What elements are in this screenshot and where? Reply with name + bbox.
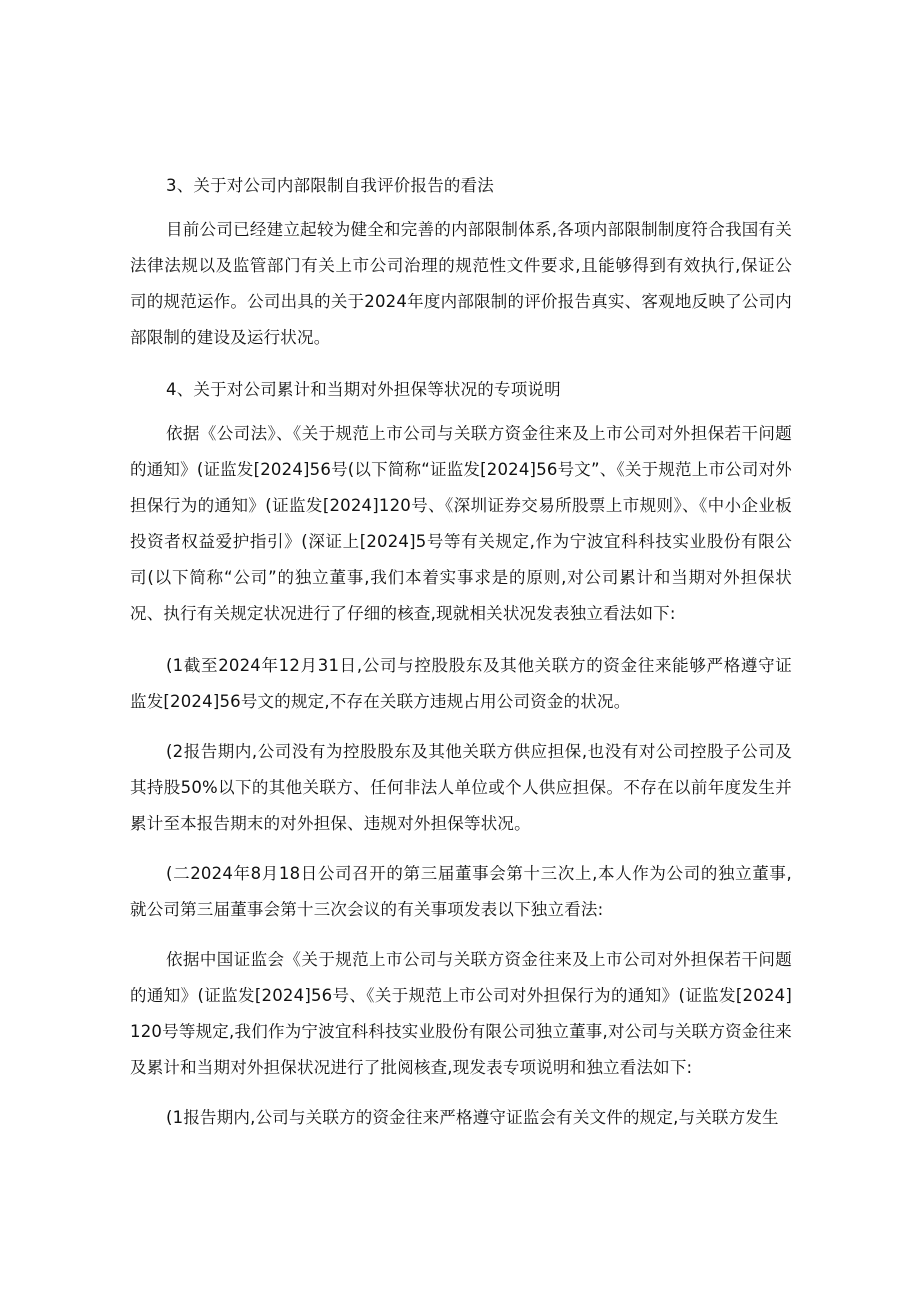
paragraph-board-meeting: (二2024年8月18日公司召开的第三届董事会第十三次上,本人作为公司的独立董事,就公司第三届董事会第十三次会议的有关事项发表以下独立看法:	[130, 864, 792, 919]
paragraph-internal-control: 目前公司已经建立起较为健全和完善的内部限制体系,各项内部限制制度符合我国有关法律法规以及监管部门有关上市公司治理的规范性文件要求,且能够得到有效执行,保证公司的规范运作。公司出具的关于2024年度内部限制的评价报告真实、客观地反映了公司内部限制的建设及运行状况。	[130, 220, 792, 347]
paragraph-related-party-funds: (1报告期内,公司与关联方的资金往来严格遵守证监会有关文件的规定,与关联方发生	[166, 1108, 779, 1127]
paragraph-item-1: (1截至2024年12月31日,公司与控股股东及其他关联方的资金往来能够严格遵守证监发[2024]56号文的规定,不存在关联方违规占用公司资金的状况。	[130, 656, 792, 711]
section-heading-3: 3、关于对公司内部限制自我评价报告的看法	[166, 176, 494, 195]
paragraph-csrc-basis: 依据中国证监会《关于规范上市公司与关联方资金往来及上市公司对外担保若干问题的通知》(证监发[2024]56号、《关于规范上市公司对外担保行为的通知》(证监发[2024]120号等规定,我们作为宁波宜科科技实业股份有限公司独立董事,对公司与关联方资金往来及累计和当期对外担保状况进行了批阅核查,现发表专项说明和独立看法如下:	[130, 950, 792, 1077]
section-heading-4: 4、关于对公司累计和当期对外担保等状况的专项说明	[166, 380, 561, 399]
document-body	[130, 168, 792, 1136]
paragraph-item-2: (2报告期内,公司没有为控股股东及其他关联方供应担保,也没有对公司控股子公司及其持股50%以下的其他关联方、任何非法人单位或个人供应担保。不存在以前年度发生并累计至本报告期末的对外担保、违规对外担保等状况。	[130, 742, 792, 833]
paragraph-guarantee-basis: 依据《公司法》、《关于规范上市公司与关联方资金往来及上市公司对外担保若干问题的通知》(证监发[2024]56号(以下简称“证监发[2024]56号文”、《关于规范上市公司对外担保行为的通知》(证监发[2024]120号、《深圳证券交易所股票上市规则》、《中小企业板投资者权益爱护指引》(深证上[2024]5号等有关规定,作为宁波宜科科技实业股份有限公司(以下简称“公司”的独立董事,我们本着实事求是的原则,对公司累计和当期对外担保状况、执行有关规定状况进行了仔细的核查,现就相关状况发表独立看法如下:	[130, 424, 792, 623]
